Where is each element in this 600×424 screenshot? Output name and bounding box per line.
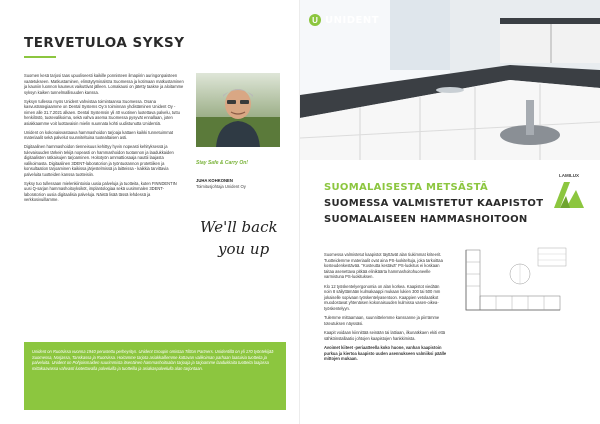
article-paragraph: Kaapit voidaan kiinnittää seinään tai lattiaan, ilkunatkkaen ekiti että sähköinstallaatio johtojen kaapistojen hankkimista. [324, 330, 446, 341]
signature-role: Toimitusjohtaja Unident Oy [196, 184, 246, 189]
editorial-paragraph: Suomen kesä tarjosi taas upuoliseesti kaikille ponnisteen ilmapiirin auringonpaisteen vaatetukseen. Matkustaminen, elimäytyminalstra Suomessa ja kotimaan matkustaminen ja kauniin luonnon kauneus vaikuttivat jälleen. Lomakausi on jätetty taakse ja aloitamme syksyn kaiken tunnelmallisuuden kanssa. [24, 73, 184, 95]
editorial-paragraph: Unident on kokonaisvastaava hammashoidon tarjoaja kattaen kaikki tunnetuimmat materiaalit sekä palvelut suunniteltuina tuotealtaisen asti. [24, 129, 174, 140]
page-title: TERVETULOA SYKSY [24, 35, 185, 51]
lamilux-logo [552, 173, 586, 215]
editorial-paragraph: Syksy tuo tullessaan mielenkiintoisia uusia palveluja ja tuotteita, kuten FINNDENTIN uusi Q-sarjan hammashoitoyksiköt, implantologiaa sekä uusimmalen 3DENT-laboratorion uusia digitaalisia palveluja. Näistä lisää tässä lehdessä ja verkkosivuillamme. [24, 180, 177, 202]
unident-logo-text: UNIDENT [325, 14, 380, 26]
article-paragraph: Klo 12 työskentelyergonomia on alan korkea. Kaapistot viedään noin 8 säilyttämään kulmakaappi mukaan lukien 300 tai 500 mm jokaiselle sopivaan työskentelyasentoon. Kaappien vetolaatikot muodostavat yhtenäisen kokonaisuuden kulmissa vasen-oikea-työskentelyyn. [324, 283, 441, 311]
editorial-paragraph: Syksyn tullessa myös Unident vahvistaa toimintaansa Suomessa. Osana kasvustrategiaamme on Dental Systems Oy:n toiminnan yhdistäminen Unident Oy -nimen alle 31.7.2021 alkaen. Dental Systemsin yli 40 vuotinen luotettava palvelu, tuttu henkilöstö, tuotevalikoima, sekä vahva asema Suomessa pysyvät ennallaan, joten asiakkaamme voit luottavaisin mielin suunnata kohti uudistunutta Unidentiä. [24, 98, 180, 126]
title-underline [24, 56, 56, 58]
unident-logo [309, 14, 379, 26]
article-heading-line-3: SUOMALAISEEN HAMMASHOITOON [324, 214, 528, 225]
article-paragraph: Avoimet kiiteet -periaatteella koko huone, vanhan kaapistoin purkua ja kiertoa kaapisto uuden asennukseen valmiiksi päälle mittojen mukaan. [324, 345, 447, 361]
clinic-cabinet-photo [300, 0, 600, 160]
quote-text: Stay Safe & Carry On! [196, 160, 248, 166]
editorial-paragraph: Digitaalinen hammashoidon tienneisuus kehittyy hyvin nopeasti kehityksessä ja tulevaisuuden tärkein tekijä nopeasti on hammashoidon tuotannon ja laadukkaiden digitaalisten ratkaisujen tarjoaminen. Hoitotyön ammattiosaaja nauttii laajasta valikoimasta. Digitaalinen 3DENT-laboratorion ja työntuotannon protettiiken ja konsultaation tarjoaminen kaikissa järjestelmissä ja laitteissa - kaikkia tarvittavia palveluita tuotteiden kanssa tuotteisiin. [24, 144, 174, 177]
cabinet-floorplan-drawing [460, 240, 572, 320]
company-info-box [24, 342, 286, 410]
article-paragraph: Tulemme mittaamaan, suunnittelemme kanssanne ja piirrämme toteutuksen näyssäsi. [324, 315, 440, 326]
signature-name: JUHA KOHKONEN [196, 178, 233, 183]
ceo-portrait [196, 73, 280, 147]
slogan-line-1: We'll back [200, 218, 278, 236]
article-heading-line-1: SUOMALAISESTA METSÄSTÄ [324, 182, 488, 193]
lamilux-logo-text: LAMILUX [559, 173, 579, 178]
lamilux-logo-icon [552, 180, 586, 210]
editorial-body [24, 73, 184, 206]
unident-logo-mark: U [309, 14, 321, 26]
handwritten-slogan [198, 212, 288, 267]
right-page [300, 0, 600, 424]
article-body [324, 252, 448, 366]
portrait-illustration [196, 73, 280, 147]
slogan-line-2: you up [218, 240, 270, 258]
company-info-text: Unident on Ruotsissa vuonna 1940 perustettu perheyritys. Unident Groupin omistaa Tiltton Partners. Unidentillä on yli 170 työntekijää Suomessa, Norjassa, Tanskassa ja Ruotsissa. Hoitamme tarjota asiakkaillemme kattavan valikoiman parhaan laatuisia tuotteita ja palveluita. Unident on Pohjoismaiden suurimmista itsenäinen hammashoitoalan tarjoaja ja tarjoamme laadukkaita tuotteita laajassa mittakaavassa vahvasti luotettavalla palveluilla ja tuotteilla ja asiakaspalvelulla alan tarjontaan. [32, 349, 274, 371]
article-heading-line-2: SUOMESSA VALMISTETUT KAAPISTOT [324, 198, 544, 209]
article-paragraph: Suomessa valmistetut kaapistot täyttävät alan tiukimmat kriteerit. Tuotteidemme materiaalit ovat aina PS-luokiteltuja, joka tarkoittaa kosteudenkestävää. "Kosteutta kestävä" PS-luokitus ei koskaan taitaa asenettava pitkää elinikäärta hammashoitohuoneelle varmistuna PS-luokituksen. [324, 252, 443, 279]
